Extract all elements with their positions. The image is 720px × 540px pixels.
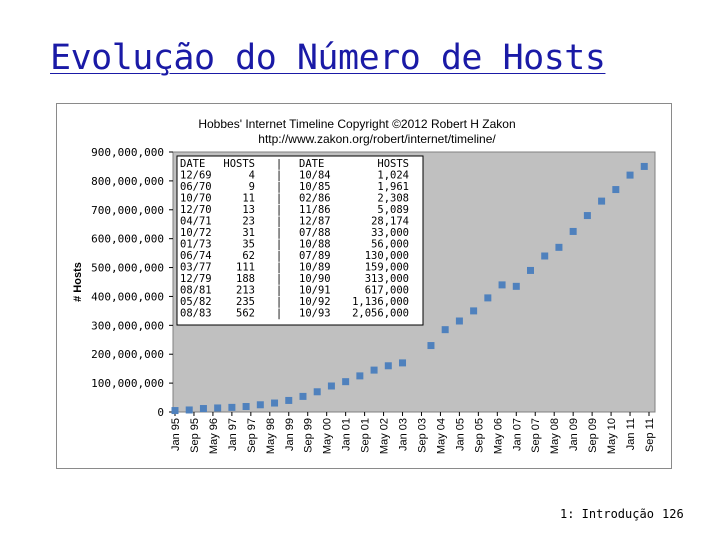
- inset-table-cell: 617,000: [364, 284, 409, 297]
- inset-table-cell: 23: [242, 215, 255, 228]
- inset-table-cell: |: [275, 169, 283, 182]
- chart-subtitle: http://www.zakon.org/robert/internet/timeline/: [258, 132, 496, 146]
- y-tick-label: 900,000,000: [91, 146, 164, 159]
- inset-table-cell: |: [275, 284, 283, 297]
- data-point: [172, 407, 179, 414]
- inset-table-cell: 07/88: [299, 227, 331, 239]
- inset-table-cell: 10/72: [180, 227, 212, 239]
- chart-title: Hobbes' Internet Timeline Copyright ©2012 Robert H Zakon: [198, 117, 516, 131]
- inset-table-cell: 188: [236, 273, 255, 285]
- x-tick-label: Jan 99: [283, 418, 296, 452]
- inset-table-cell: 10/85: [299, 181, 331, 193]
- inset-table-cell: 62: [242, 250, 255, 262]
- y-tick-label: 600,000,000: [91, 232, 164, 246]
- inset-table-cell: 10/89: [299, 261, 331, 274]
- inset-table-cell: |: [275, 307, 283, 320]
- inset-table-cell: 08/81: [180, 284, 212, 297]
- hosts-chart: [57, 104, 671, 468]
- inset-table-cell: 10/92: [299, 296, 331, 308]
- y-tick-label: 0: [157, 406, 164, 419]
- inset-table-cell: 1,961: [377, 181, 409, 193]
- footer-section-label: 1: Introdução: [560, 507, 654, 521]
- data-point: [257, 401, 264, 408]
- x-tick-label: Jan 01: [340, 418, 353, 452]
- inset-table-cell: 1,136,000: [352, 296, 409, 308]
- inset-table-cell: 07/89: [299, 250, 331, 262]
- inset-table-cell: 12/69: [180, 169, 212, 182]
- inset-table-cell: 06/70: [180, 181, 212, 193]
- data-point: [314, 388, 321, 395]
- inset-table-cell: 12/70: [180, 204, 212, 216]
- x-tick-label: Sep 95: [188, 418, 201, 453]
- y-tick-label: 700,000,000: [91, 203, 164, 217]
- inset-table-cell: 31: [242, 227, 255, 239]
- inset-table-cell: 313,000: [364, 273, 409, 285]
- footer-page-number: 126: [662, 507, 684, 521]
- x-tick-label: Jan 09: [568, 418, 581, 452]
- inset-table-cell: 35: [242, 238, 255, 251]
- data-point: [641, 163, 648, 170]
- inset-table-cell: |: [275, 273, 283, 285]
- inset-table-cell: 12/87: [299, 215, 331, 228]
- inset-table-cell: |: [275, 227, 283, 239]
- data-point: [271, 400, 278, 407]
- inset-table-cell: |: [275, 181, 283, 193]
- inset-table-cell: 01/73: [180, 238, 212, 251]
- x-tick-label: Jan 95: [170, 418, 182, 452]
- inset-table-cell: 11: [242, 192, 255, 205]
- inset-table-cell: 12/79: [180, 273, 212, 285]
- inset-table-cell: |: [275, 238, 283, 251]
- y-tick-label: 800,000,000: [91, 174, 164, 188]
- data-point: [598, 198, 605, 205]
- inset-table-header: HOSTS: [377, 158, 409, 170]
- inset-table-cell: |: [275, 250, 283, 262]
- inset-table-cell: |: [275, 204, 283, 216]
- y-tick-label: 300,000,000: [91, 319, 164, 333]
- x-tick-label: May 98: [264, 418, 277, 455]
- inset-table-cell: 1,024: [377, 169, 409, 182]
- data-point: [612, 186, 619, 193]
- inset-table-cell: 5,089: [377, 204, 409, 216]
- inset-table-cell: 9: [248, 181, 255, 193]
- y-tick-label: 200,000,000: [91, 348, 164, 362]
- y-tick-label: 400,000,000: [91, 290, 164, 304]
- y-tick-label: 500,000,000: [91, 261, 164, 275]
- inset-table-cell: 159,000: [364, 261, 409, 274]
- data-point: [442, 326, 449, 333]
- data-point: [470, 307, 477, 314]
- data-point: [385, 362, 392, 369]
- x-tick-label: May 06: [492, 418, 505, 455]
- data-point: [513, 283, 520, 290]
- inset-table-cell: 2,308: [377, 192, 409, 205]
- x-tick-label: Jan 11: [625, 418, 638, 451]
- x-tick-label: May 96: [207, 418, 220, 455]
- inset-table-cell: 10/91: [299, 284, 331, 297]
- data-point: [427, 342, 434, 349]
- data-point: [584, 212, 591, 219]
- inset-table-cell: 28,174: [371, 215, 409, 228]
- x-tick-label: Sep 99: [302, 418, 315, 453]
- x-tick-label: May 02: [378, 418, 391, 455]
- data-point: [214, 404, 221, 411]
- inset-table-cell: |: [275, 296, 283, 308]
- data-point: [570, 228, 577, 235]
- data-point: [371, 367, 378, 374]
- x-tick-label: Jan 05: [454, 418, 467, 452]
- inset-table-cell: 4: [248, 169, 255, 182]
- inset-table-cell: 56,000: [371, 238, 409, 251]
- inset-table-header: HOSTS: [223, 158, 255, 170]
- x-tick-label: Jan 07: [511, 418, 524, 452]
- inset-table-cell: 02/86: [299, 192, 331, 205]
- inset-table-header: |: [275, 158, 283, 170]
- data-point: [228, 404, 235, 411]
- data-point: [186, 406, 193, 413]
- chart-frame: [56, 103, 672, 469]
- data-point: [399, 359, 406, 366]
- inset-table-cell: |: [275, 192, 283, 205]
- inset-table-cell: 05/82: [180, 296, 212, 308]
- inset-table-cell: 2,056,000: [352, 307, 409, 320]
- inset-table-cell: 33,000: [371, 227, 409, 239]
- y-tick-label: 100,000,000: [91, 377, 164, 391]
- x-tick-label: May 00: [321, 418, 334, 455]
- data-point: [456, 318, 463, 325]
- inset-table-cell: 213: [236, 284, 255, 297]
- data-point: [527, 267, 534, 274]
- inset-table-cell: 10/90: [299, 273, 331, 285]
- x-tick-label: Sep 97: [245, 418, 258, 453]
- inset-table-cell: 04/71: [180, 215, 212, 228]
- inset-table-cell: 562: [236, 307, 255, 320]
- inset-table-header: DATE: [180, 158, 206, 170]
- data-point: [555, 244, 562, 251]
- inset-table-cell: |: [275, 261, 283, 274]
- x-tick-label: May 08: [549, 418, 562, 455]
- data-point: [356, 372, 363, 379]
- x-tick-label: May 10: [606, 418, 619, 455]
- x-tick-label: Sep 01: [359, 418, 372, 453]
- x-tick-label: Sep 05: [473, 418, 486, 453]
- inset-table-cell: 11/86: [299, 204, 331, 216]
- data-point: [627, 172, 634, 179]
- inset-table-cell: 10/88: [299, 238, 331, 251]
- x-tick-label: Sep 11: [644, 418, 656, 453]
- inset-table-header: DATE: [299, 158, 325, 170]
- data-point: [328, 383, 335, 390]
- inset-table-cell: 10/84: [299, 169, 331, 182]
- x-tick-label: Sep 03: [416, 418, 429, 453]
- data-point: [285, 397, 292, 404]
- data-point: [342, 378, 349, 385]
- data-point: [299, 393, 306, 400]
- y-axis-label: # Hosts: [72, 262, 84, 302]
- x-tick-label: Jan 03: [397, 418, 410, 452]
- x-tick-label: Sep 09: [587, 418, 600, 453]
- data-point: [499, 281, 506, 288]
- inset-table-cell: 10/70: [180, 192, 212, 205]
- inset-table-cell: |: [275, 215, 283, 228]
- inset-table-cell: 111: [236, 261, 255, 274]
- data-point: [541, 253, 548, 260]
- inset-table-cell: 06/74: [180, 250, 212, 262]
- x-tick-label: Sep 07: [530, 418, 543, 453]
- x-tick-label: Jan 97: [226, 418, 239, 452]
- inset-table-cell: 130,000: [364, 250, 409, 262]
- inset-table-cell: 03/77: [180, 261, 212, 274]
- inset-table-cell: 13: [242, 204, 255, 216]
- data-point: [200, 405, 207, 412]
- inset-table-cell: 08/83: [180, 307, 212, 320]
- inset-table-cell: 235: [236, 296, 255, 308]
- data-point: [243, 403, 250, 410]
- data-point: [484, 294, 491, 301]
- slide-title: Evolução do Número de Hosts: [50, 38, 606, 78]
- x-tick-label: May 04: [435, 418, 448, 455]
- inset-table-cell: 10/93: [299, 307, 331, 320]
